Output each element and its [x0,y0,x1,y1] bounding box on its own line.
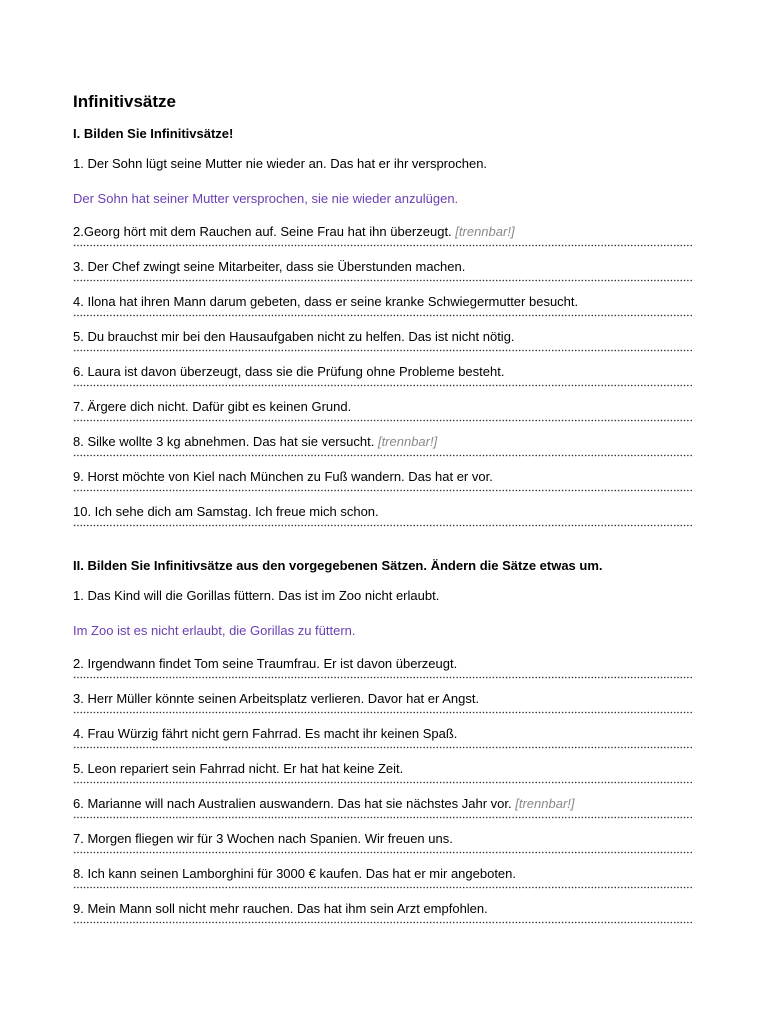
exercise-item [73,364,693,399]
section-2-heading: II. Bilden Sie Infinitivsätze aus den vorgegebenen Sätzen. Ändern die Sätze etwas um. [73,558,603,573]
exercise-item [73,329,693,364]
exercise-item [73,796,693,831]
exercise-text: 3. Herr Müller könnte seinen Arbeitsplatz verlieren. Davor hat er Angst. [73,691,480,706]
section-2-exercise-list [73,656,693,927]
exercise-sentence [73,434,693,450]
exercise-text: 8. Ich kann seinen Lamborghini für 3000 € kaufen. Das hat er mir angeboten. [73,866,517,881]
exercise-item [73,294,693,329]
exercise-item [73,399,693,434]
exercise-sentence [73,901,693,917]
exercise-text: 4. Ilona hat ihren Mann darum gebeten, dass er seine kranke Schwiegermutter besucht. [73,294,579,309]
section-1-heading: I. Bilden Sie Infinitivsätze! [73,126,234,141]
exercise-text: 6. Laura ist davon überzeugt, dass sie die Prüfung ohne Probleme besteht. [73,364,505,379]
exercise-item [73,831,693,866]
answer-line[interactable] [73,882,693,892]
answer-line[interactable] [73,742,693,752]
exercise-text: 5. Leon repariert sein Fahrrad nicht. Er hat hat keine Zeit. [73,761,404,776]
exercise-item [73,259,693,294]
section-2-example-answer: Im Zoo ist es nicht erlaubt, die Gorillas zu füttern. [73,623,356,638]
exercise-sentence [73,796,693,812]
answer-line[interactable] [73,240,693,250]
exercise-item [73,224,693,259]
answer-line[interactable] [73,415,693,425]
exercise-text: 6. Marianne will nach Australien auswandern. Das hat sie nächstes Jahr vor. [73,796,512,811]
worksheet [73,92,693,927]
exercise-sentence [73,259,693,275]
answer-line[interactable] [73,917,693,927]
exercise-sentence [73,866,693,882]
exercise-text: 8. Silke wollte 3 kg abnehmen. Das hat sie versucht. [73,434,375,449]
exercise-sentence [73,504,693,520]
answer-line[interactable] [73,812,693,822]
exercise-text: 3. Der Chef zwingt seine Mitarbeiter, dass sie Überstunden machen. [73,259,466,274]
answer-line[interactable] [73,777,693,787]
exercise-sentence [73,726,693,742]
exercise-text: 7. Morgen fliegen wir für 3 Wochen nach Spanien. Wir freuen uns. [73,831,453,846]
exercise-sentence [73,831,693,847]
exercise-text: 9. Mein Mann soll nicht mehr rauchen. Das hat ihm sein Arzt empfohlen. [73,901,488,916]
exercise-item [73,656,693,691]
answer-line[interactable] [73,345,693,355]
exercise-sentence [73,761,693,777]
exercise-sentence [73,656,693,672]
exercise-hint: [trennbar!] [455,224,515,239]
answer-line[interactable] [73,485,693,495]
exercise-item [73,726,693,761]
section-1-example-answer: Der Sohn hat seiner Mutter versprochen, sie nie wieder anzulügen. [73,191,459,206]
exercise-text: 2. Irgendwann findet Tom seine Traumfrau. Er ist davon überzeugt. [73,656,458,671]
exercise-sentence [73,364,693,380]
section-1-example: 1. Der Sohn lügt seine Mutter nie wieder an. Das hat er ihr versprochen. [73,156,488,171]
answer-line[interactable] [73,380,693,390]
exercise-text: 10. Ich sehe dich am Samstag. Ich freue mich schon. [73,504,379,519]
exercise-item [73,434,693,469]
answer-line[interactable] [73,672,693,682]
exercise-item [73,901,693,927]
answer-line[interactable] [73,450,693,460]
exercise-sentence [73,294,693,310]
answer-line[interactable] [73,707,693,717]
exercise-sentence [73,224,693,240]
page-title: Infinitivsätze [73,92,176,111]
exercise-sentence [73,691,693,707]
exercise-text: 9. Horst möchte von Kiel nach München zu Fuß wandern. Das hat er vor. [73,469,493,484]
exercise-item [73,691,693,726]
exercise-hint: [trennbar!] [377,434,438,449]
exercise-item [73,504,693,530]
exercise-text: 7. Ärgere dich nicht. Dafür gibt es keinen Grund. [73,399,352,414]
answer-line[interactable] [73,275,693,285]
exercise-hint: [trennbar!] [515,796,575,811]
exercise-sentence [73,399,693,415]
answer-line[interactable] [73,520,693,530]
section-1-exercise-list [73,224,693,530]
exercise-text: 4. Frau Würzig fährt nicht gern Fahrrad. Es macht ihr keinen Spaß. [73,726,458,741]
answer-line[interactable] [73,310,693,320]
exercise-item [73,866,693,901]
exercise-text: 5. Du brauchst mir bei den Hausaufgaben nicht zu helfen. Das ist nicht nötig. [73,329,515,344]
exercise-sentence [73,469,693,485]
exercise-item [73,761,693,796]
exercise-text: 2.Georg hört mit dem Rauchen auf. Seine Frau hat ihn überzeugt. [73,224,452,239]
exercise-item [73,469,693,504]
exercise-sentence [73,329,693,345]
section-2-example: 1. Das Kind will die Gorillas füttern. Das ist im Zoo nicht erlaubt. [73,588,440,603]
answer-line[interactable] [73,847,693,857]
